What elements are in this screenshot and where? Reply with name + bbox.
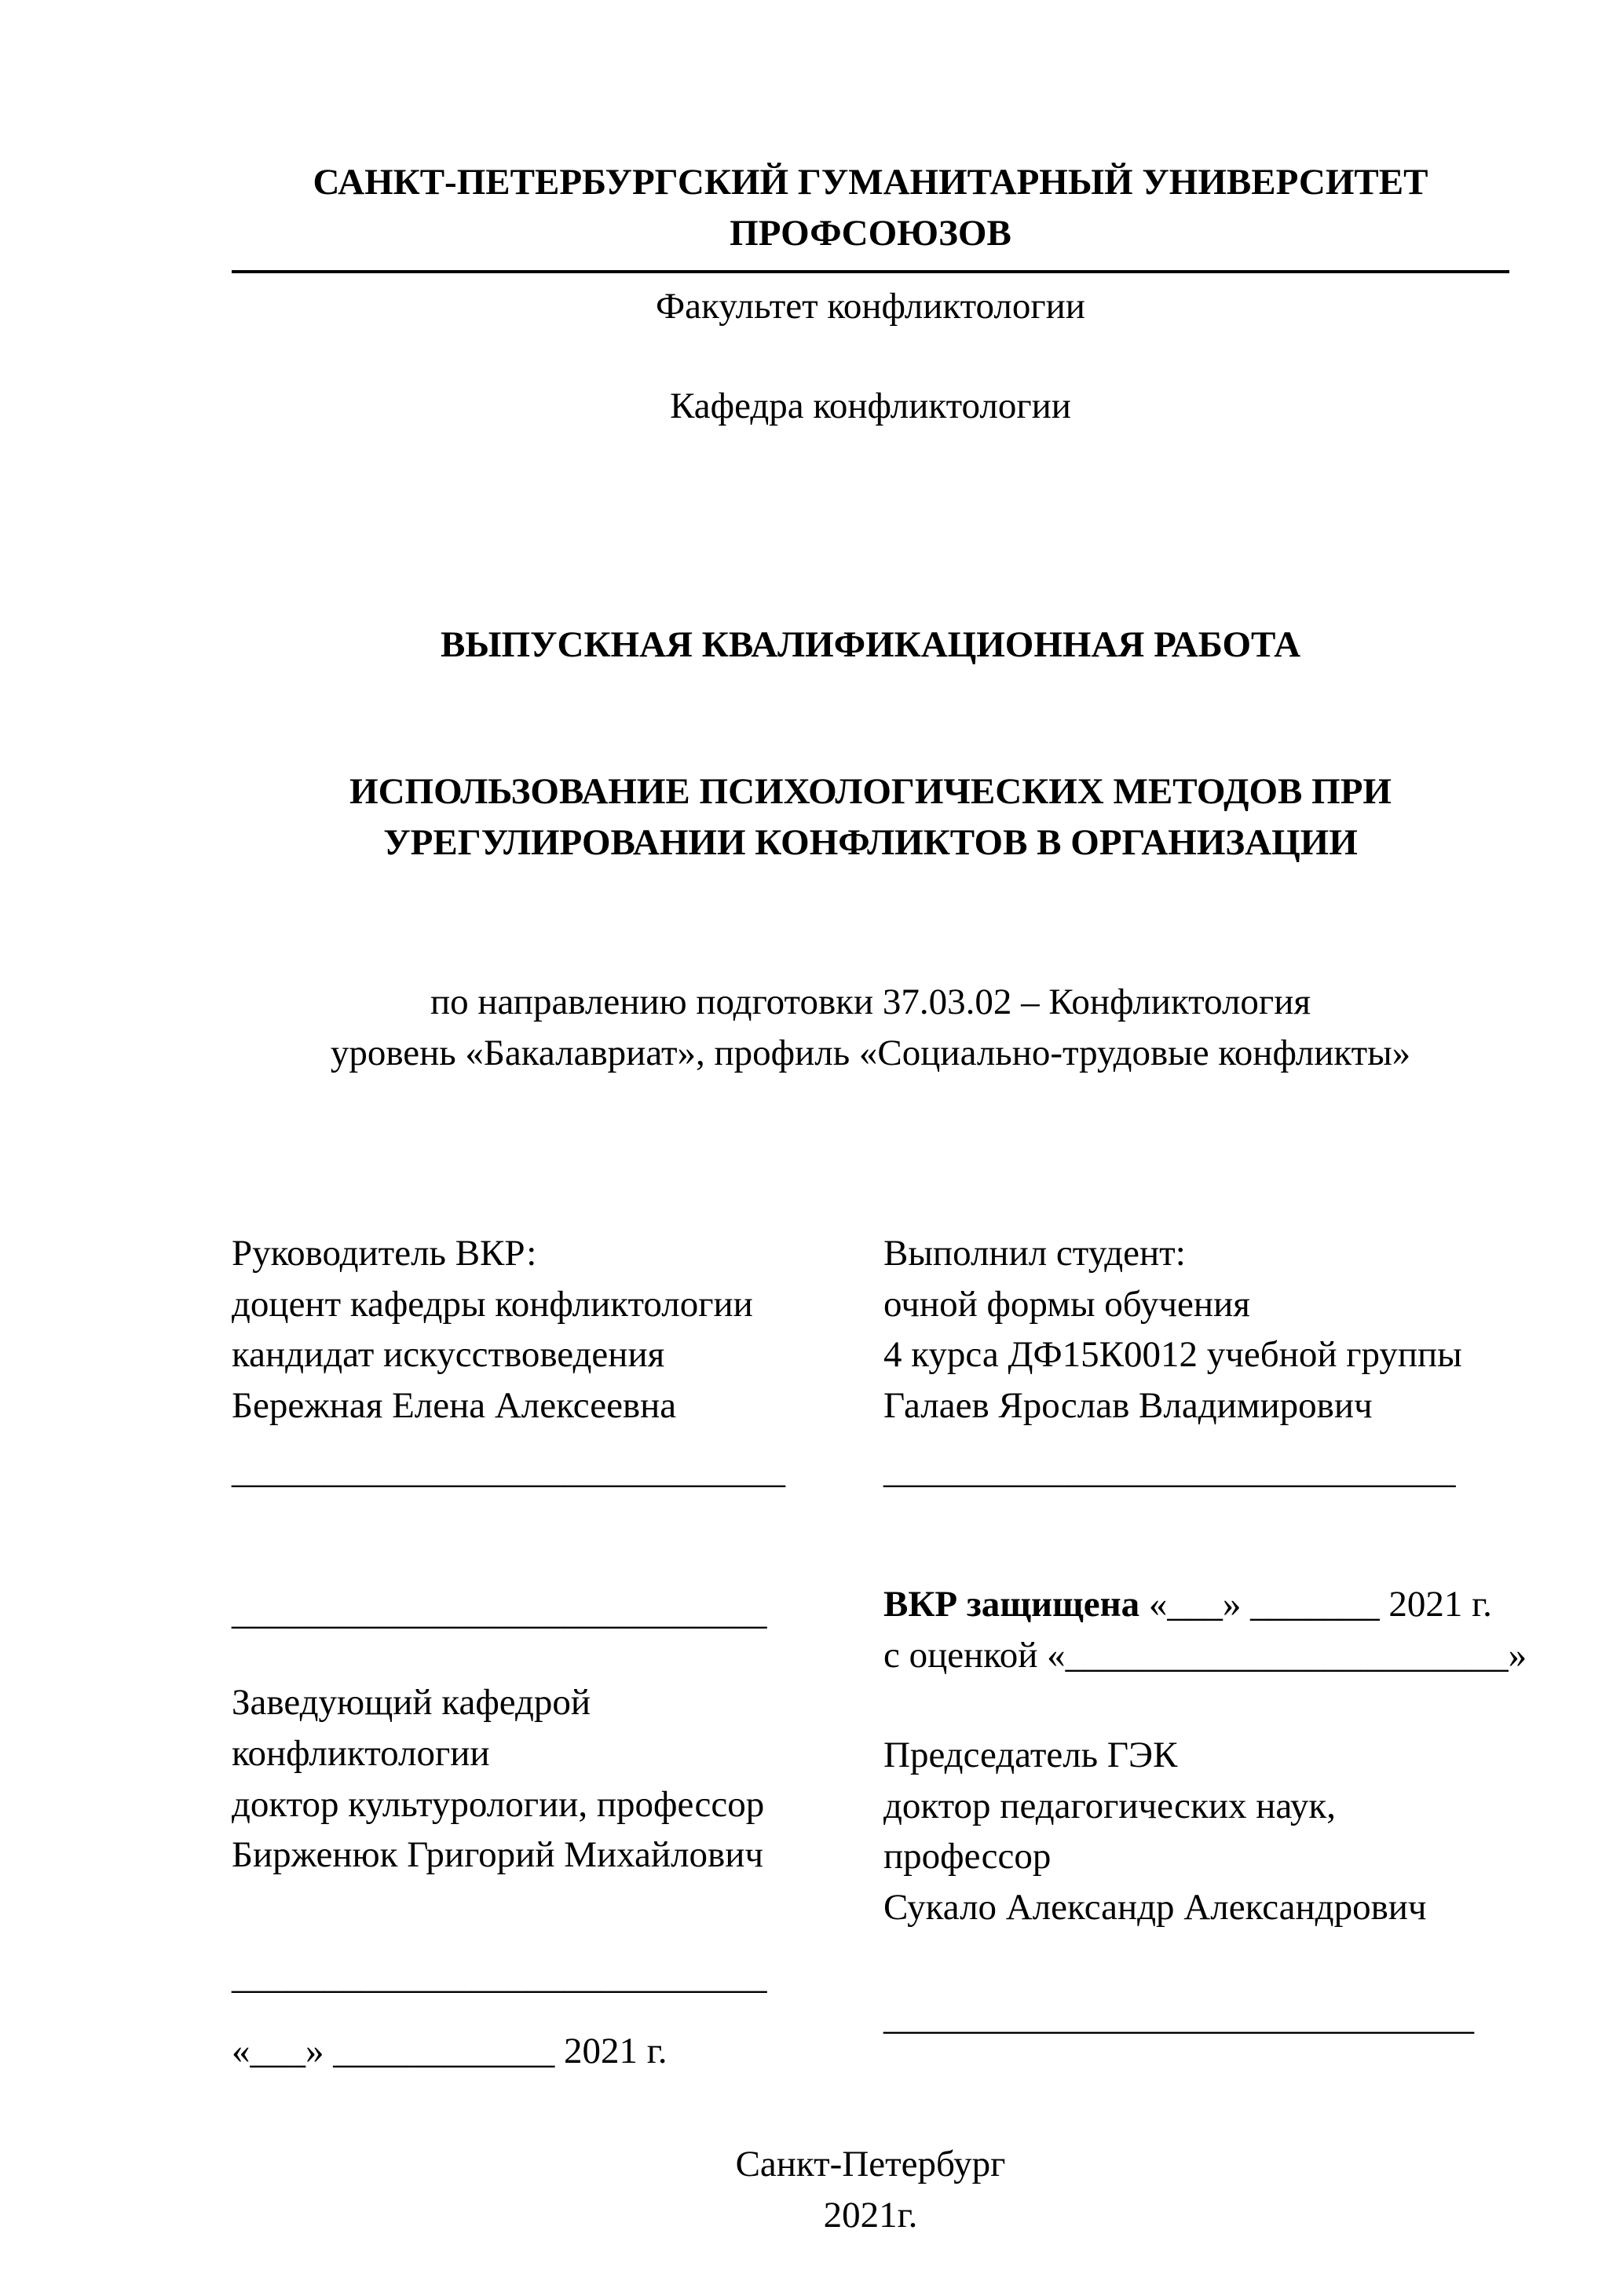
footer [232,2139,1509,2249]
supervisor-position: доцент кафедры конфликтологии [232,1283,753,1325]
defended-date-blanks: «___» _______ 2021 г. [1139,1584,1492,1625]
student-name: Галаев Ярослав Владимирович [883,1385,1373,1427]
committee-chair-signature-line: ________________________________ [883,1997,1474,2038]
committee-chair-name: Сукало Александр Александрович [883,1887,1427,1929]
student-signature-line: _______________________________ [883,1450,1456,1492]
footer-city: Санкт-Петербург [735,2144,1006,2185]
university-name-line1: САНКТ-ПЕТЕРБУРГСКИЙ ГУМАНИТАРНЫЙ УНИВЕРСИТЕТ [313,162,1428,203]
thesis-title [232,766,1509,868]
committee-chair-degree-line2: профессор [883,1836,1052,1877]
committee-chair-degree-line1: доктор педагогических наук, [883,1785,1336,1826]
university-name [232,157,1509,259]
signatures-section [232,1228,1527,2077]
supervisor-column [232,1228,852,2077]
grade-line: с оценкой «________________________» [883,1634,1527,1676]
committee-chair-label: Председатель ГЭК [883,1734,1178,1775]
work-type-heading: ВЫПУСКНАЯ КВАЛИФИКАЦИОННАЯ РАБОТА [440,624,1301,666]
department-line: Кафедра конфликтологии [670,385,1071,426]
student-column [883,1228,1527,2077]
supervisor-degree: кандидат искусствоведения [232,1334,665,1376]
student-label: Выполнил студент: [883,1232,1186,1274]
footer-year: 2021г. [823,2195,918,2236]
student-form: очной формы обучения [883,1283,1250,1325]
faculty-line: Факультет конфликтологии [656,285,1085,327]
department-head-signature-line-bottom: _____________________________ [232,1956,767,1998]
program-direction: по направлению подготовки 37.03.02 – Конфликтология [430,982,1311,1023]
thesis-title-line1: ИСПОЛЬЗОВАНИЕ ПСИХОЛОГИЧЕСКИХ МЕТОДОВ ПРИ [349,771,1392,813]
department-head-name: Бирженюк Григорий Михайлович [232,1834,764,1876]
supervisor-name: Бережная Елена Алексеевна [232,1385,677,1427]
program-level: уровень «Бакалавриат», профиль «Социально-трудовые конфликты» [330,1032,1411,1073]
defended-label: ВКР защищена [883,1584,1140,1625]
thesis-title-line2: УРЕГУЛИРОВАНИИ КОНФЛИКТОВ В ОРГАНИЗАЦИИ [383,822,1358,864]
header-divider [232,270,1509,273]
approval-date-line: «___» ____________ 2021 г. [232,2031,668,2072]
department-head-signature-line-top: _____________________________ [232,1592,767,1633]
department-head-label-line1: Заведующий кафедрой [232,1681,591,1723]
defended-line [883,1579,1527,1630]
department-head-degree: доктор культурологии, профессор [232,1783,765,1825]
student-group: 4 курса ДФ15К0012 учебной группы [883,1334,1462,1376]
university-name-line2: ПРОФСОЮЗОВ [730,212,1011,254]
program-info [232,977,1509,1079]
department-head-label-line2: конфликтологии [232,1732,490,1774]
supervisor-signature-line: ______________________________ [232,1450,785,1492]
supervisor-label: Руководитель ВКР: [232,1232,537,1274]
